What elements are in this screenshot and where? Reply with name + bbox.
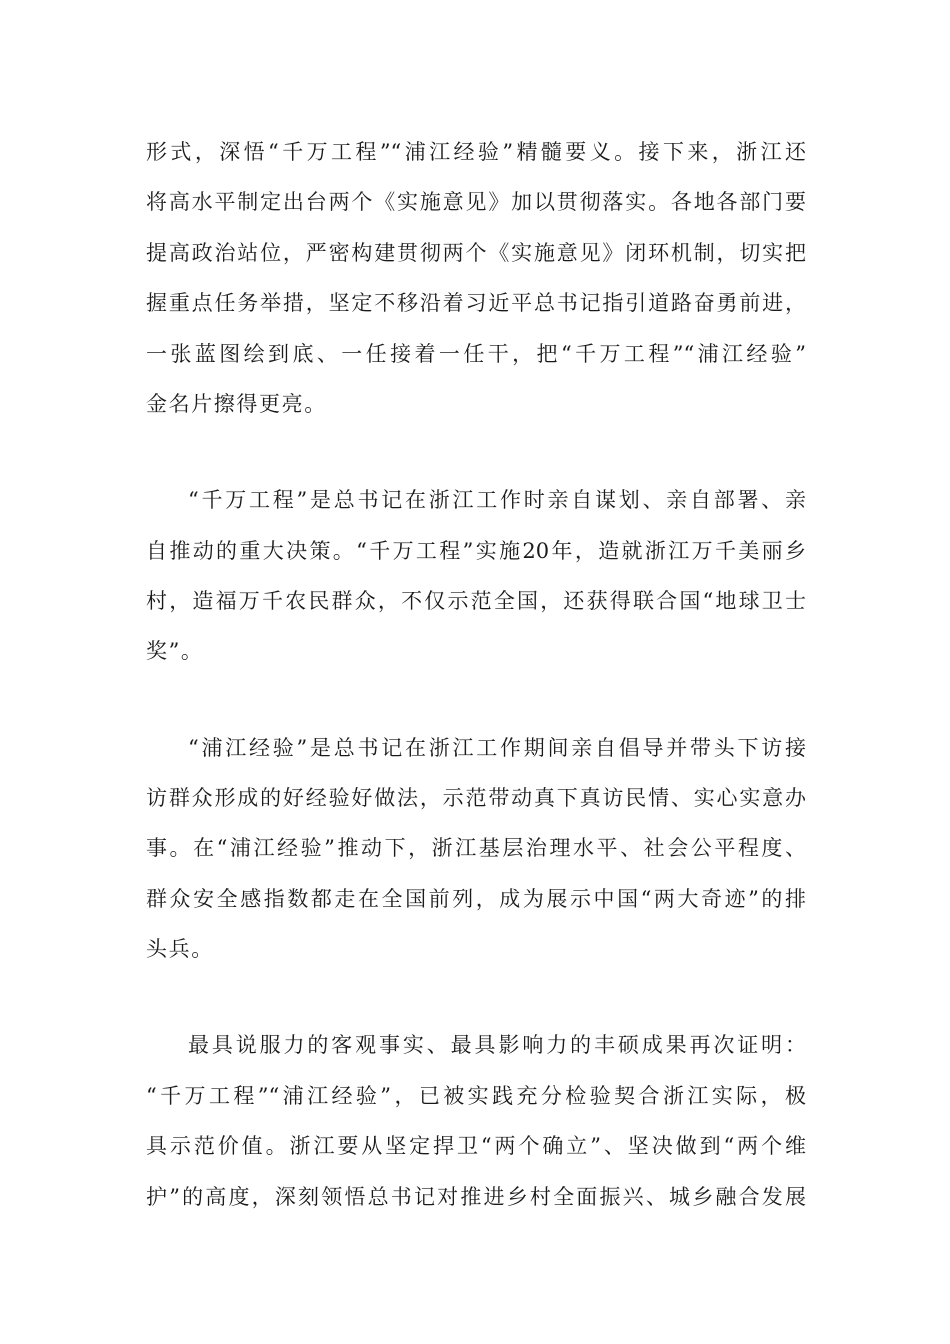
- paragraph-2-line-2: 自推动的重大决策。“千万工程”实施20年，造就浙江万千美丽乡: [146, 539, 806, 563]
- paragraph-1-line-3: 提高政治站位，严密构建贯彻两个《实施意见》闭环机制，切实把: [146, 241, 806, 265]
- paragraph-3-line-1: “浦江经验”是总书记在浙江工作期间亲自倡导并带头下访接: [188, 736, 806, 760]
- paragraph-1-line-1: 形式，深悟“千万工程”“浦江经验”精髓要义。接下来，浙江还: [146, 140, 806, 164]
- paragraph-2-line-3: 村，造福万千农民群众，不仅示范全国，还获得联合国“地球卫士: [146, 589, 806, 613]
- paragraph-4-line-3: 具示范价值。浙江要从坚定捍卫“两个确立”、坚决做到“两个维: [146, 1134, 806, 1158]
- paragraph-3-line-4: 群众安全感指数都走在全国前列，成为展示中国“两大奇迹”的排: [146, 887, 806, 911]
- paragraph-4-line-1: 最具说服力的客观事实、最具影响力的丰硕成果再次证明：: [188, 1033, 806, 1057]
- paragraph-1-line-6: 金名片擦得更亮。: [146, 392, 327, 416]
- paragraph-2-line-1: “千万工程”是总书记在浙江工作时亲自谋划、亲自部署、亲: [188, 488, 806, 512]
- paragraph-4-line-4: 护”的高度，深刻领悟总书记对推进乡村全面振兴、城乡融合发展: [146, 1185, 806, 1209]
- paragraph-4-line-2: “千万工程”“浦江经验”，已被实践充分检验契合浙江实际，极: [146, 1084, 806, 1108]
- paragraph-1-line-5: 一张蓝图绘到底、一任接着一任干，把“千万工程”“浦江经验”: [146, 342, 806, 366]
- paragraph-3-line-3: 事。在“浦江经验”推动下，浙江基层治理水平、社会公平程度、: [146, 836, 806, 860]
- paragraph-3-line-2: 访群众形成的好经验好做法，示范带动真下真访民情、实心实意办: [146, 786, 806, 810]
- paragraph-3-line-5: 头兵。: [146, 937, 214, 961]
- paragraph-1-line-4: 握重点任务举措，坚定不移沿着习近平总书记指引道路奋勇前进，: [146, 291, 806, 315]
- paragraph-1-line-2: 将高水平制定出台两个《实施意见》加以贯彻落实。各地各部门要: [146, 190, 806, 214]
- paragraph-2-line-4: 奖”。: [146, 639, 204, 663]
